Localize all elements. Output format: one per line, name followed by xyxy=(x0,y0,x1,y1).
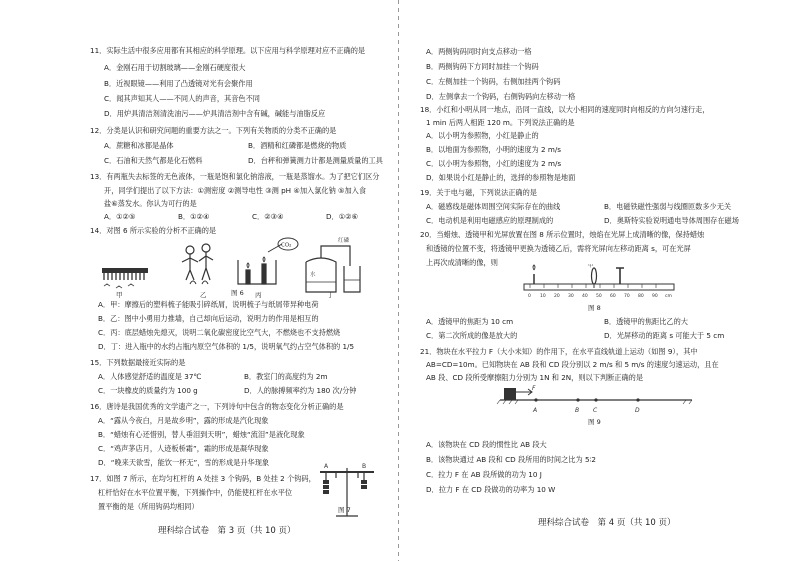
q13-stem-line3: 盐⑥蒸发水。你认为可行的是 xyxy=(104,199,197,208)
q14-option-a: A．甲：摩擦后的塑料梳子能吸引碎纸屑，说明梳子与纸屑带异种电荷 xyxy=(98,300,319,309)
q13-stem-line2: 开，同学们提出了以下方法：①测密度 ②测导电性 ③测 pH ④加入氯化钠 ⑤加入食 xyxy=(104,186,367,195)
q19-stem: 19．关于电与磁，下列说法正确的是 xyxy=(420,188,537,197)
q20-stem-line1: 20．当蜡烛、透镜甲和光屏放置在图 8 所示位置时，烛焰在光屏上成清晰的像，保持蜡烛 xyxy=(420,230,705,239)
figure-9-point-d: D xyxy=(635,407,640,414)
figure-6-boy-push xyxy=(182,244,213,284)
q21-stem-line3: AB 段、CD 段所受摩擦阻力分别为 1N 和 2N，则以下判断正确的是 xyxy=(426,373,644,382)
q11-option-c: C．闻其声知其人——不同人的声音，其音色不同 xyxy=(104,94,260,103)
q17-stem-line2: 杠杆恰好在水平位置平衡，下列操作中，仍能使杠杆在水平位 xyxy=(98,488,293,497)
figure-9-point-b: B xyxy=(575,407,580,414)
q14-option-c: C．丙：底层蜡烛先熄灭，说明二氧化碳密度比空气大，不燃烧也不支持燃烧 xyxy=(98,328,341,337)
q19-option-b: B．电磁铁磁性强弱与线圈匝数多少无关 xyxy=(604,202,732,211)
figure-9-point-c: C xyxy=(593,407,598,414)
q14-option-b: B．乙：图中小勇用力推墙，自己却向后运动，说明力的作用是相互的 xyxy=(98,314,319,323)
right-page xyxy=(400,0,794,561)
figure-9-block xyxy=(504,388,516,400)
q12-option-a: A．蔗糖和冰都是晶体 xyxy=(104,141,174,150)
figure-8-caption: 图 8 xyxy=(588,304,601,312)
q17-option-c: C．左侧加挂一个钩码，右侧加挂两个钩码 xyxy=(426,77,561,86)
figure-6-water-label: 水 xyxy=(310,272,316,278)
q20-option-a: A．透镜甲的焦距为 10 cm xyxy=(426,317,514,326)
q11-option-b: B．近视眼镜——利用了凸透镜对光有会聚作用 xyxy=(104,79,253,88)
q16-option-a: A．“露从今夜白，月是故乡明”，露的形成是汽化现象 xyxy=(98,416,269,425)
q19-option-c: C．电动机是利用电磁感应的原理制成的 xyxy=(426,216,554,225)
q14-stem: 14．对图 6 所示实验的分析不正确的是 xyxy=(90,226,217,235)
figure-6-caption: 图 6 xyxy=(231,289,244,297)
q21-option-b: B．该物块通过 AB 段和 CD 段所用的时间之比为 5∶2 xyxy=(426,455,596,464)
q12-option-d: D．台秤和弹簧测力计都是测量质量的工具 xyxy=(248,156,383,165)
left-page-footer: 理科综合试卷 第 3 页（共 10 页） xyxy=(158,526,296,536)
figure-8-tick-unit: cm xyxy=(665,294,672,299)
q19-option-a: A．磁感线是磁体周围空间实际存在的曲线 xyxy=(426,202,561,211)
q16-stem: 16．唐诗是我国优秀的文学遗产之一，下列诗句中包含的物态变化分析正确的是 xyxy=(90,402,344,411)
figure-7-lever xyxy=(316,458,378,524)
figure-9-point-a: A xyxy=(533,407,538,414)
q17-stem-line3: 置平衡的是（所用钩码均相同） xyxy=(98,502,199,511)
q12-stem: 12．分类是认识和研究问题的重要方法之一。下列有关物质的分类不正确的是 xyxy=(90,126,337,135)
q20-stem-line3: 上再次成清晰的像，则 xyxy=(426,258,498,267)
q20-stem-line2: 和透镜的位置不变，将透镜甲更换为透镜乙后，需将光屏向左移动距离 s，可在光屏 xyxy=(426,244,691,253)
figure-8-tick-70: 70 xyxy=(624,294,630,299)
q21-stem-line2: AB=CD=10m。已知物块在 AB 段和 CD 段分别以 2 m/s 和 5 m/s 的速度匀速运动，且在 xyxy=(426,360,719,369)
q16-option-c: C．“鸡声茅店月，人迹板桥霜”，霜的形成是凝华现象 xyxy=(98,444,269,453)
figure-6-label-jia: 甲 xyxy=(116,291,123,299)
figure-8-tick-80: 80 xyxy=(638,294,644,299)
q20-option-c: C．第二次所成的像是放大的 xyxy=(426,331,518,340)
q13-stem-line1: 13．有两瓶失去标签的无色液体，一瓶是饱和氯化钠溶液，一瓶是蒸馏水。为了把它们区分 xyxy=(90,172,380,181)
figure-8-tick-0: 0 xyxy=(528,294,531,299)
q18-option-d: D．如果说小红是静止的，选择的参照物是地面 xyxy=(426,173,576,182)
figure-6-label-ding: 丁 xyxy=(327,291,334,299)
q12-option-b: B．酒精和红磷都是燃烧的物质 xyxy=(248,141,347,150)
q11-option-a: A．金刚石用于切割玻璃——金刚石硬度很大 xyxy=(104,63,246,72)
q18-stem-line1: 18．小红和小明从同一地点，沿同一直线，以大小相同的速度同时向相反的方向匀速行走， xyxy=(420,105,710,114)
q16-option-b: B．“蜡烛有心还惜别，替人垂泪到天明”，蜡烛“流泪”是液化现象 xyxy=(98,430,305,439)
q18-option-a: A．以小明为参照物，小红是静止的 xyxy=(426,131,539,140)
figure-8-tick-50: 50 xyxy=(596,294,602,299)
figure-8-tick-10: 10 xyxy=(540,294,546,299)
q15-option-c: C．一块橡皮的质量约为 100 g xyxy=(98,386,198,395)
q15-option-d: D．人的脉搏频率约为 180 次/分钟 xyxy=(244,386,357,395)
q16-option-d: D．“晚来天欲雪，能饮一杯无”，雪的形成是升华现象 xyxy=(98,458,270,467)
figure-6-co2-label: CO₂ xyxy=(281,242,292,249)
q13-option-d: D．①②⑥ xyxy=(326,212,359,221)
q18-stem-line2: 1 min 后两人相距 120 m。下列说法正确的是 xyxy=(426,118,575,127)
q21-option-a: A．该物块在 CD 段的惯性比 AB 段大 xyxy=(426,440,547,449)
figure-9-caption: 图 9 xyxy=(588,418,601,426)
figure-9-force-label: F xyxy=(532,385,536,392)
q12-option-c: C．石油和天然气都是化石燃料 xyxy=(104,156,203,165)
q11-stem: 11．实际生活中很多应用都有其相应的科学原理。以下应用与科学原理对应不正确的是 xyxy=(90,46,366,55)
q17-option-a: A．两侧钩码同时向支点移动一格 xyxy=(426,47,532,56)
q13-option-a: A．①②⑤ xyxy=(104,212,136,221)
figure-8-lens-label: 甲 xyxy=(588,264,594,269)
figure-6-label-bing: 丙 xyxy=(255,291,262,299)
figure-8-optical-bench xyxy=(520,264,680,302)
q11-option-d: D．用炉具清洁剂清洗油污——炉具清洁剂中含有碱，碱能与油脂反应 xyxy=(104,109,326,118)
figure-7-caption: 图 7 xyxy=(338,506,351,514)
q13-option-c: C．②③④ xyxy=(252,212,284,221)
q20-option-b: B．透镜甲的焦距比乙的大 xyxy=(604,317,688,326)
q21-stem-line1: 21．物块在水平拉力 F（大小未知）的作用下，在水平直线轨道上运动（如图 9），其中 xyxy=(420,347,698,356)
figure-6-bottle xyxy=(306,246,360,292)
q15-stem: 15．下列数据最接近实际的是 xyxy=(90,358,186,367)
q21-option-c: C．拉力 F 在 AB 段所做的功为 10 J xyxy=(426,470,542,479)
q18-option-b: B．以地面为参照物，小明的速度为 2 m/s xyxy=(426,145,562,154)
q21-option-d: D．拉力 F 在 CD 段做功的功率为 10 W xyxy=(426,485,556,494)
q17-option-d: D．左侧拿去一个钩码，右侧钩码向左移动一格 xyxy=(426,92,576,101)
figure-7-label-a: A xyxy=(324,463,329,470)
figure-8-tick-90: 90 xyxy=(652,294,658,299)
figure-8-tick-60: 60 xyxy=(610,294,616,299)
figure-6-red-phosphorus-label: 红磷 xyxy=(338,238,350,244)
q17-stem-line1: 17．如图 7 所示，在均匀杠杆的 A 处挂 3 个钩码，B 处挂 2 个钩码， xyxy=(90,474,316,483)
q15-option-b: B．教室门的高度约为 2m xyxy=(244,372,328,381)
q15-option-a: A．人体感觉舒适的温度是 37℃ xyxy=(98,372,202,381)
figure-6-label-yi: 乙 xyxy=(200,291,207,299)
figure-6-comb xyxy=(102,268,148,288)
q13-option-b: B．①②④ xyxy=(178,212,210,221)
q19-option-d: D．奥斯特实验说明通电导体周围存在磁场 xyxy=(604,216,739,225)
right-page-footer: 理科综合试卷 第 4 页（共 10 页） xyxy=(538,518,676,528)
figure-8-tick-30: 30 xyxy=(568,294,574,299)
figure-8-tick-20: 20 xyxy=(554,294,560,299)
q18-option-c: C．以小明为参照物，小红的速度为 2 m/s xyxy=(426,159,562,168)
figure-9-track xyxy=(496,382,696,416)
figure-8-tick-40: 40 xyxy=(582,294,588,299)
q17-option-b: B．两侧钩码下方同时加挂一个钩码 xyxy=(426,62,539,71)
q14-option-d: D．丁：进入瓶中的水约占瓶内原空气体积的 1/5，说明氧气约占空气体积的 1/5 xyxy=(98,342,355,351)
q20-option-d: D．光屏移动的距离 s 可能大于 5 cm xyxy=(604,331,725,340)
figure-7-label-b: B xyxy=(362,463,367,470)
